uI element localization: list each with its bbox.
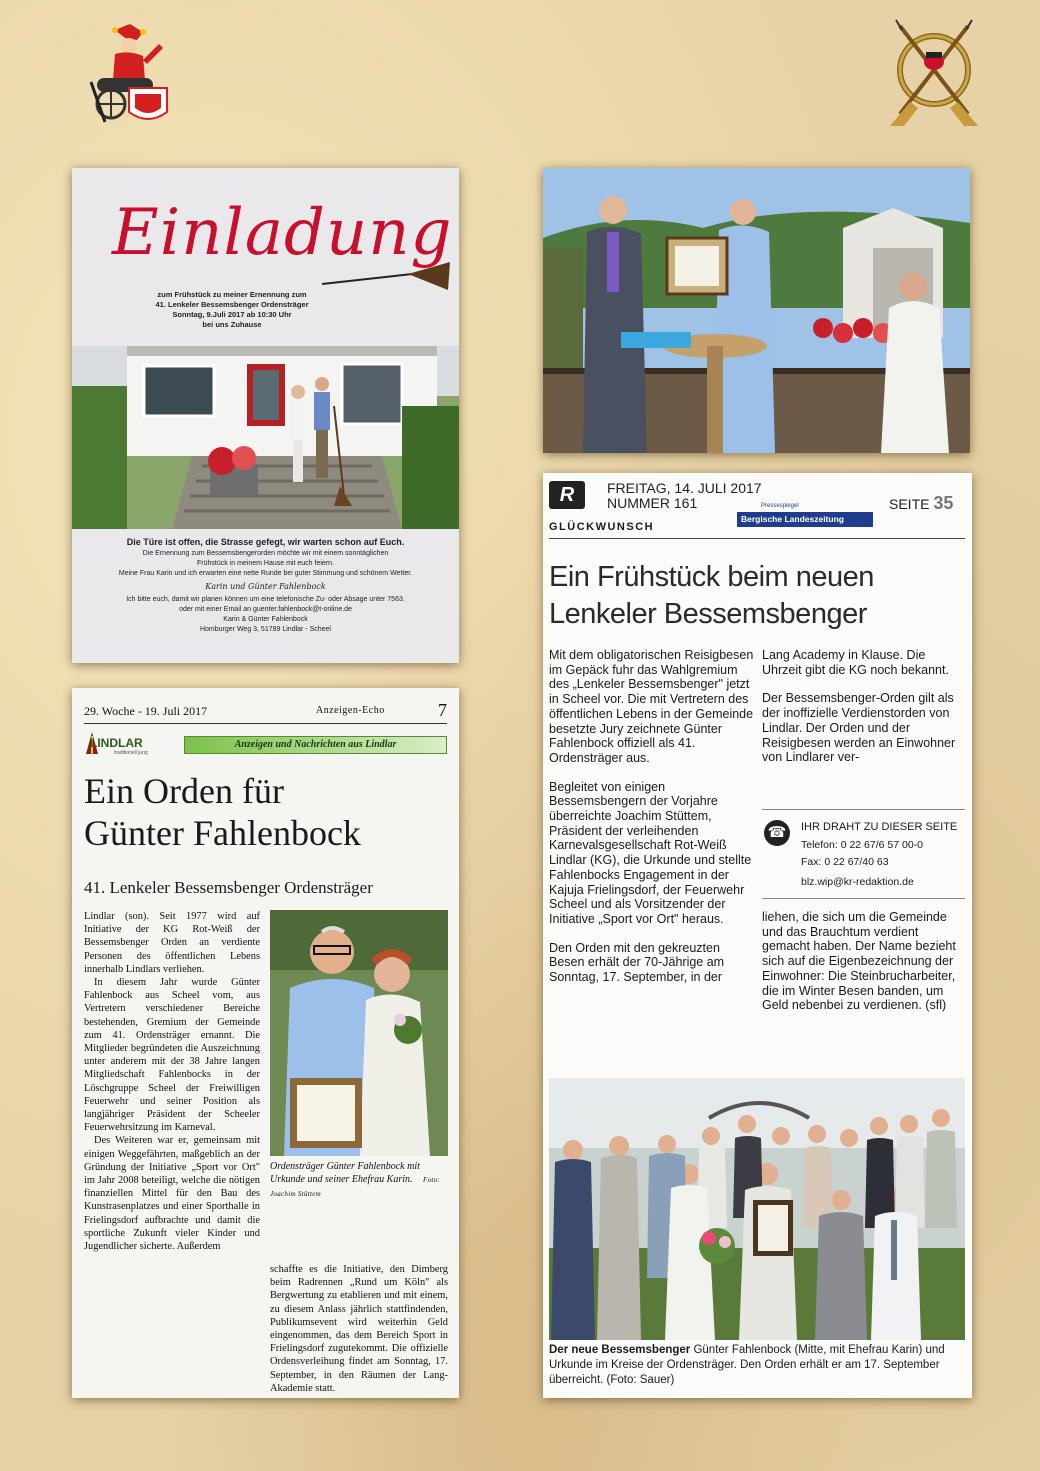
- blz-contact-box: [762, 809, 965, 899]
- invitation-body: Die Türe ist offen, die Strasse gefegt, wir warten schon auf Euch. Die Ernennung zum Bessemsbengerorden möchte wir mit einem sonntäglichen Frühstück in meinem Hause mit euch feiern. Meine Frau Karin und ich erwarten eine nette Runde bei guter Stimmung und schönem Wetter. Karin und Günter Fahlenbock Ich bitte euch, damit wir planen können um eine telefonische Zu- oder Absage unter 7563. oder mit einer Email an guenter.fahlenbock@t-online.de Karin & Günter Fahlenbock Homburger Weg 3, 51789 Lindlar - Scheel: [78, 536, 453, 635]
- blz-contact-title: IHR DRAHT ZU DIESER SEITE: [801, 821, 958, 833]
- echo-page-number: 7: [438, 700, 447, 720]
- invitation-card: [72, 168, 459, 663]
- echo-date: 29. Woche - 19. Juli 2017: [84, 704, 208, 718]
- echo-paper-name: Anzeigen-Echo: [316, 705, 385, 716]
- jester-cannon-logo: [85, 22, 175, 127]
- echo-town-tagline: traditionell jung: [114, 750, 148, 756]
- blz-paper-name: Bergische Landeszeitung: [737, 512, 873, 527]
- blz-masthead: FREITAG, 14. JULI 2017 NUMMER 161: [607, 480, 762, 511]
- blz-clipping: [543, 473, 972, 1398]
- group-photo: [549, 1078, 965, 1340]
- echo-column-left: Lindlar (son). Seit 1977 wird auf Initiative der KG Rot-Weiß der Bessemsbenger Orden an verdiente Personen des öffentlichen Lebens innerhalb Lindlars verliehen. In diesem Jahr wurde Günter Fahlenbock aus Scheel vom, aus Vertretern verschiedener Bereiche bestehenden, Gremium der Gemeinde zum 41. Ordensträger ernannt. Die Mitglieder begründeten die Auszeichnung unter anderem mit der 38 Jahre langen Mitgliedschaft Fahlenbocks in der Löschgruppe Scheel der Freiwilligen Feuerwehr und seiner Position als langjähriger Präsident der Scheeler Feuerwehrsitzung im Karneval. Des Weiteren war er, gemeinsam mit einigen Weggefährten, maßgeblich an der Gründung der Initiative „Sport vor Ort" im Jahr 2008 beteiligt, welche die nötigen finanziellen Mittel für den Bau des Kunstrasenplatzes und einer Sporthalle in Frielingsdorf aufbrachte und damit die sportliche Zukunft vieler Kinder und Jugendlicher sicherte. Außerdem: [84, 911, 260, 1253]
- blz-headline: Ein Frühstück beim neuen Lenkeler Bessemsbenger: [549, 561, 874, 630]
- blz-logo: R: [549, 481, 585, 509]
- phone-icon: ☎: [764, 820, 790, 846]
- echo-header: [84, 700, 447, 724]
- blz-photo-caption: Der neue Bessemsbenger Günter Fahlenbock (Mitte, mit Ehefrau Karin) und Urkunde im Kreise der Ordensträger. Den Orden erhält er am 17. September überreicht. (Foto: Sauer): [549, 1344, 945, 1386]
- echo-subheadline: 41. Lenkeler Bessemsbenger Ordensträger: [84, 878, 373, 897]
- blz-column-right-bottom: liehen, die sich um die Gemeinde und das Brauchtum verdient gemacht haben. Der Name bezieht sich auf die Eigenbezeichnung der Einwohner: Die Steinbrucharbeiter, die im Winter Besen banden, um Geld nebenbei zu verdienen. (sfl): [762, 910, 956, 1013]
- blz-pressespiegel: Pressespiegel: [761, 503, 799, 509]
- blz-rubric: GLÜCKWUNSCH: [549, 521, 655, 533]
- couple-with-certificate-photo: [270, 910, 448, 1156]
- invitation-signature: Karin und Günter Fahlenbock: [205, 582, 326, 591]
- house-photo: [72, 346, 459, 529]
- invitation-title: Einladung: [112, 196, 453, 270]
- blz-divider: [549, 538, 965, 539]
- blz-page: SEITE 35: [889, 493, 954, 513]
- blz-column-right-top: Lang Academy in Klause. Die Uhrzeit gibt die KG noch bekannt. Der Bessemsbenger-Orden gilt als der inoffizielle Verdienstorden von Lindlar. Der Orden und der Reisigbesen werden an Einwohner von Lindlarer ver-: [762, 648, 956, 765]
- echo-photo-credit: Foto: Joachim Stüttem: [270, 1176, 441, 1198]
- broom-icon: [322, 260, 452, 294]
- echo-headline: Ein Orden für Günter Fahlenbock: [84, 771, 361, 853]
- echo-section-band: Anzeigen und Nachrichten aus Lindlar: [184, 736, 447, 754]
- crossed-brooms-emblem: [888, 18, 980, 130]
- echo-town-name: LINDLAR: [90, 736, 143, 750]
- blz-column-left: Mit dem obligatorischen Reisigbesen im Gepäck fuhr das Wahlgremium des „Lenkeler Bessemsbenger" jetzt in Scheel vor. Die mit Vertretern des öffentlichen Lebens in der Gemeinde besetzte Jury zeichnete Günter Fahlenbock offiziell als 41. Ordensträger aus. Begleitet von einigen Bessemsbengern der Vorjahre überreichte Joachim Stüttem, Präsident der verleihenden Karnevalsgesellschaft Rot-Weiß Lindlar (KG), die Urkunde und stellte Fahlenbocks Engagement in der Kajuja Frielingsdorf, der Feuerwehr Scheel und als Vorsitzender der Initiative „Sport vor Ort" heraus. Den Orden mit den gekreuzten Besen erhält der 70-Jährige am Sonntag, 17. September, in der: [549, 648, 754, 985]
- anzeigen-echo-clipping: [72, 688, 459, 1398]
- award-handover-photo: [543, 168, 970, 453]
- echo-column-right: schaffte es die Initiative, den Dimberg beim Radrennen „Rund um Köln" als Bergwertung zu etablieren und mit einem, zu diesem Anlass jährlich stattfindenden, Publikumsevent wird weiterhin Geld eingenommen, das dem Bereich Sport in Frielingsdorf zugutekommt. Die offizielle Ordensverleihung findet am Sonntag, 17. September, in den Räumen der Lang-Akademie statt.: [270, 1264, 448, 1394]
- blz-contact-fax: Fax: 0 22 67/40 63: [801, 856, 889, 868]
- blz-contact-email: blz.wip@kr-redaktion.de: [801, 876, 914, 888]
- invitation-intro: zum Frühstück zu meiner Ernennung zum 41. Lenkeler Bessemsbenger Ordensträger Sonntag, 9.Juli 2017 ab 10:30 Uhr bei uns Zuhause: [155, 290, 309, 329]
- echo-photo-caption: Ordensträger Günter Fahlenbock mit Urkunde und seiner Ehefrau Karin. Foto: Joachim Stüttem: [270, 1161, 441, 1198]
- blz-contact-phone: Telefon: 0 22 67/6 57 00-0: [801, 839, 924, 851]
